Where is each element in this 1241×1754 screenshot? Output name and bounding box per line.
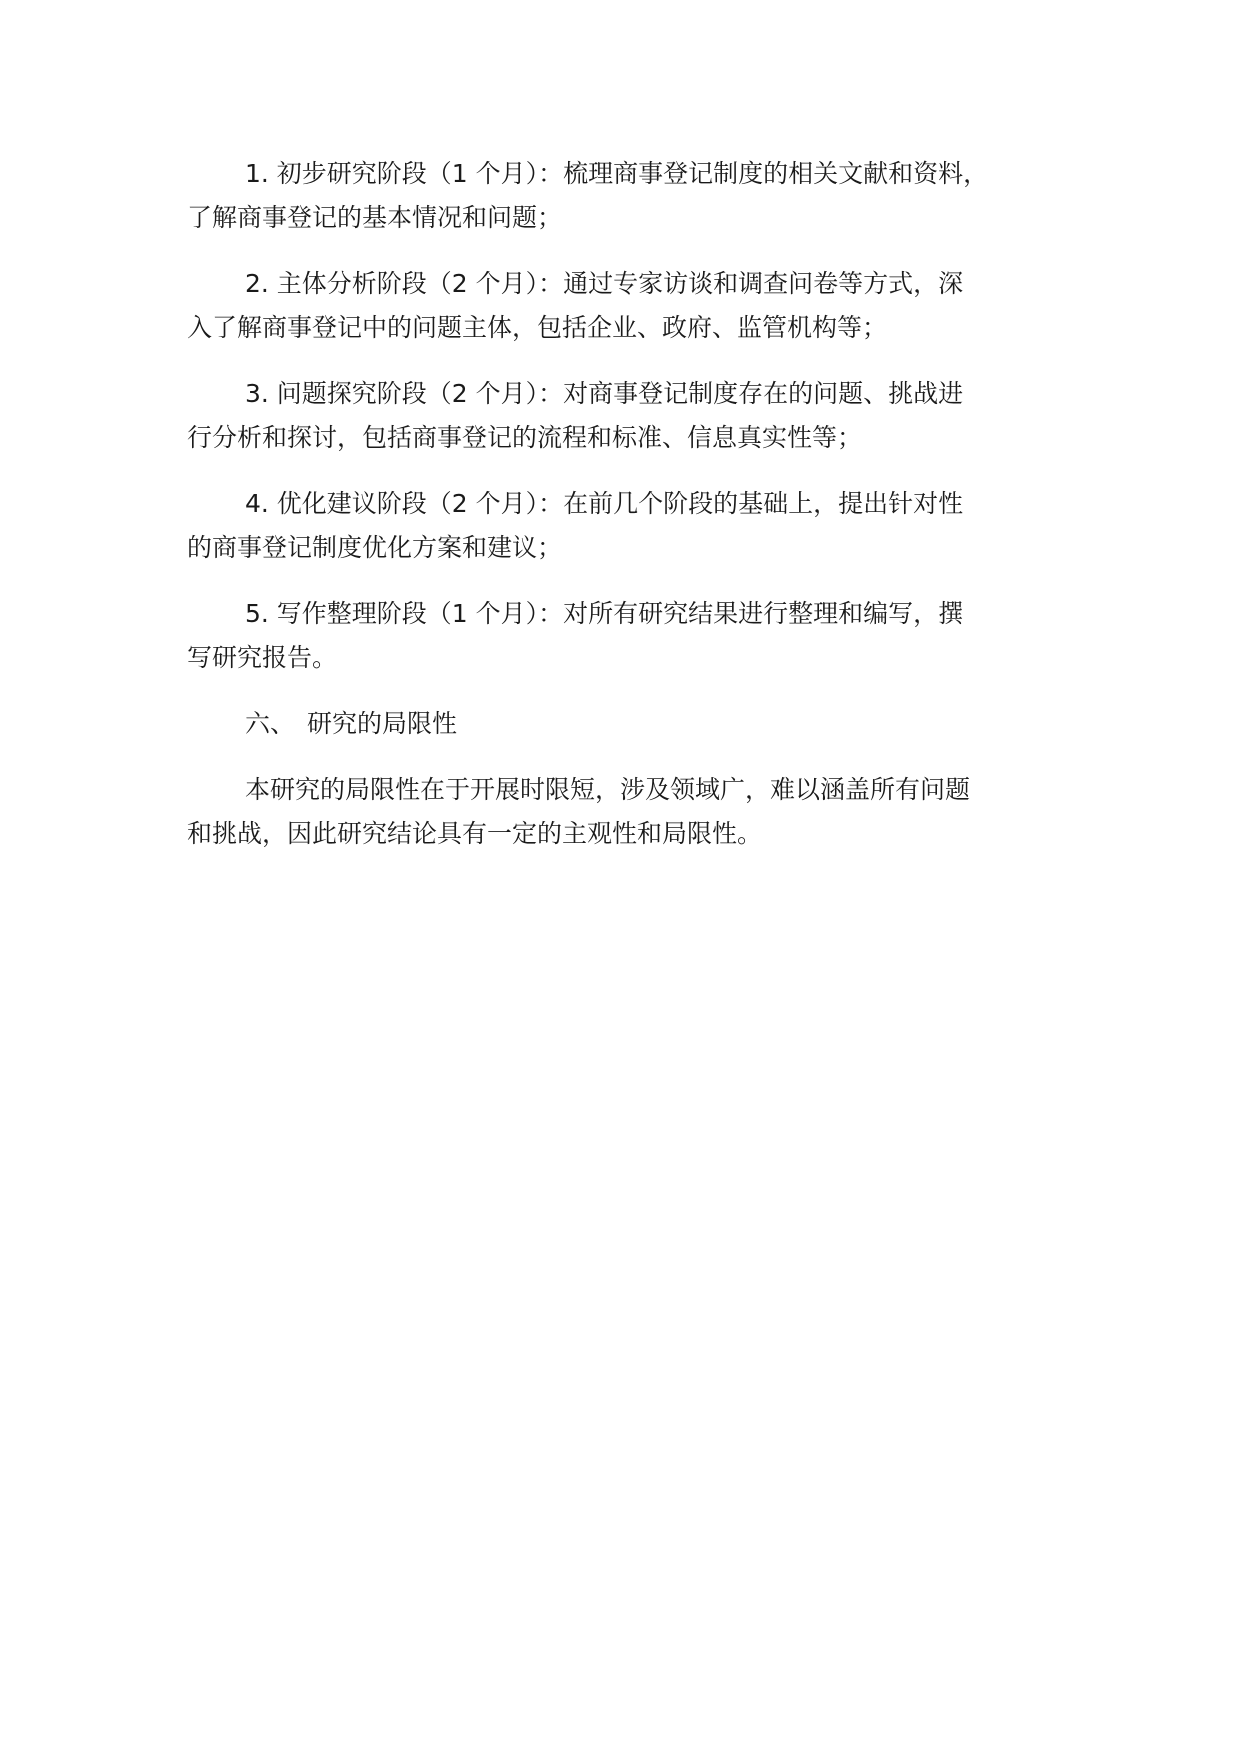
- paragraph-line: 入了解商事登记中的问题主体，包括企业、政府、监管机构等；: [187, 313, 888, 342]
- paragraph-line: 行分析和探讨，包括商事登记的流程和标准、信息真实性等；: [187, 423, 863, 452]
- paragraph-line: 的商事登记制度优化方案和建议；: [187, 533, 563, 562]
- paragraph-line: 本研究的局限性在于开展时限短，涉及领域广，难以涵盖所有问题: [245, 775, 971, 804]
- paragraph-line: 2. 主体分析阶段（2 个月）：通过专家访谈和调查问卷等方式，深: [245, 269, 964, 298]
- schedule-item-3: [187, 372, 1087, 460]
- section-title: 研究的局限性: [307, 709, 458, 738]
- paragraph-line: 写研究报告。: [187, 643, 338, 672]
- schedule-item-4: [187, 482, 1087, 570]
- paragraph-line: 3. 问题探究阶段（2 个月）：对商事登记制度存在的问题、挑战进: [245, 379, 964, 408]
- schedule-item-5: [187, 592, 1087, 680]
- section-number: 六、: [245, 709, 296, 738]
- paragraph-line: 5. 写作整理阶段（1 个月）：对所有研究结果进行整理和编写，撰: [245, 599, 964, 628]
- schedule-item-2: [187, 262, 1087, 350]
- paragraph-line: 了解商事登记的基本情况和问题；: [187, 203, 563, 232]
- paragraph-line: 4. 优化建议阶段（2 个月）：在前几个阶段的基础上，提出针对性: [245, 489, 964, 518]
- section-heading: [187, 702, 1087, 746]
- schedule-item-1: [187, 152, 1087, 240]
- paragraph-line: 和挑战，因此研究结论具有一定的主观性和局限性。: [187, 819, 763, 848]
- paragraph-line: 1. 初步研究阶段（1 个月）：梳理商事登记制度的相关文献和资料，: [245, 159, 989, 188]
- limitation-paragraph: [187, 768, 1087, 856]
- document-body: [187, 152, 1087, 878]
